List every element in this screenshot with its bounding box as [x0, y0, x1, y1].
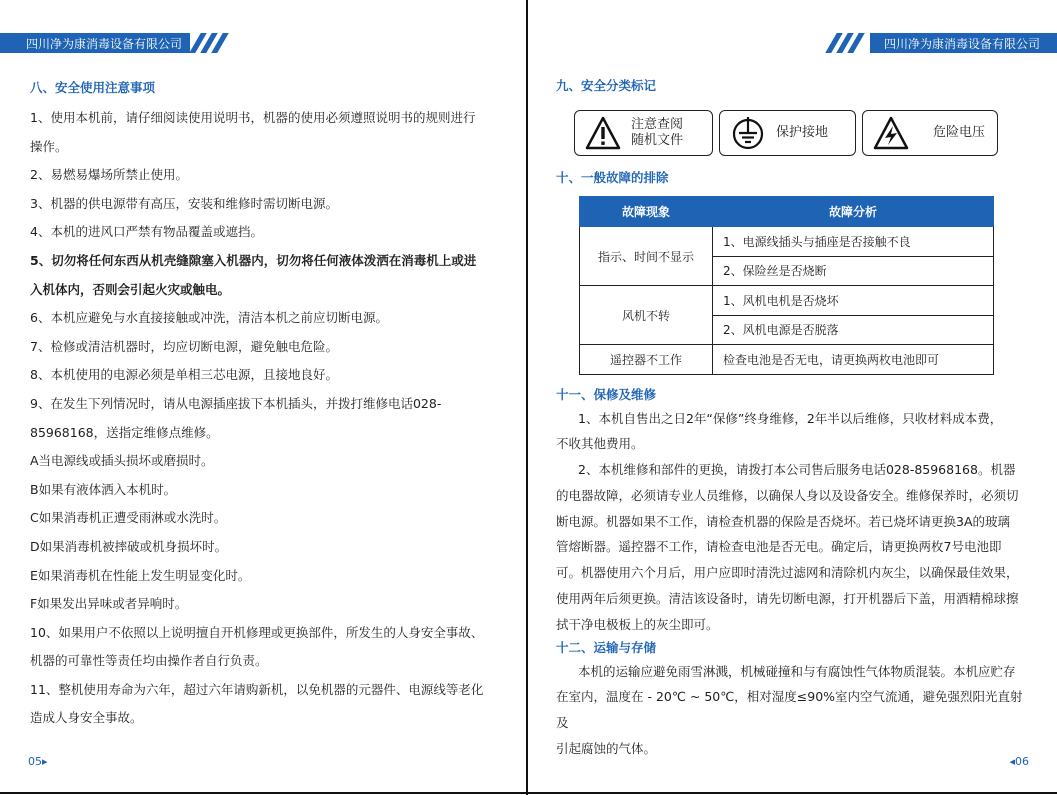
page-number-right: ◂06 — [1009, 755, 1029, 768]
fault-table — [579, 196, 994, 375]
paragraph-line: 7、检修或清洁机器时，均应切断电源，避免触电危险。 — [30, 338, 338, 354]
table-row — [580, 286, 994, 316]
symbol-label-line1: 注意查阅 — [631, 117, 684, 132]
symbol-card-ground — [719, 110, 856, 156]
paragraph-line: D如果消毒机被摔破或机身损坏时。 — [30, 538, 228, 554]
table-cell-symptom: 指示、时间不显示 — [580, 227, 713, 286]
page-number-left: 05▸ — [28, 755, 48, 768]
ground-icon — [730, 116, 766, 150]
symbol-label: 保护接地 — [776, 125, 829, 140]
warning-triangle-icon — [585, 116, 621, 150]
paragraph-line: 3、机器的供电源带有高压，安装和维修时需切断电源。 — [30, 195, 338, 211]
table-cell-symptom: 风机不转 — [580, 286, 713, 345]
table-header-analysis: 故障分析 — [713, 197, 994, 227]
paragraph-line: 4、本机的进风口严禁有物品覆盖或遮挡。 — [30, 224, 263, 240]
paragraph-line: 在室内，温度在 - 20℃ ~ 50℃，相对湿度≤90%室内空气流通，避免强烈阳光直射及 — [556, 689, 1023, 731]
table-cell-cause: 1、风机电机是否烧坏 — [713, 286, 994, 316]
paragraph-line: 6、本机应避免与水直接接触或冲洗，清洁本机之前应切断电源。 — [30, 310, 388, 326]
paragraph-line: 可。机器使用六个月后，用户应即时清洗过滤网和清除机内灰尘，以确保最佳效果， — [556, 565, 1019, 581]
paragraph-line-bold: 入机体内，否则会引起火灾或触电。 — [30, 281, 231, 297]
section-title-10: 十、一般故障的排除 — [556, 170, 669, 185]
table-cell-cause: 2、保险丝是否烧断 — [713, 256, 994, 286]
paragraph-line: B如果有液体洒入本机时。 — [30, 481, 177, 497]
high-voltage-icon — [873, 116, 909, 150]
paragraph-line: 断电源。机器如果不工作，请检查机器的保险是否烧坏。若已烧坏请更换3A的玻璃 — [556, 513, 1011, 529]
section-title-8: 八、安全使用注意事项 — [30, 80, 156, 95]
paragraph-line: 管熔断器。遥控器不工作，请检查电池是否无电。确定后，请更换两枚7号电池即 — [556, 539, 1002, 555]
paragraph-line: 拭干净电极板上的灰尘即可。 — [556, 616, 719, 632]
paragraph-line: 8、本机使用的电源必须是单相三芯电源，且接地良好。 — [30, 367, 338, 383]
paragraph-line: 操作。 — [30, 138, 68, 154]
table-cell-cause: 检查电池是否无电，请更换两枚电池即可 — [713, 345, 994, 375]
paragraph-line: 机器的可靠性等责任均由操作者自行负责。 — [30, 653, 268, 669]
right-page — [528, 0, 1057, 795]
section-12-body — [556, 659, 1028, 762]
right-header-banner — [831, 33, 1057, 53]
table-row — [580, 345, 994, 375]
table-header-row — [580, 197, 994, 227]
table-row — [580, 227, 994, 257]
left-content — [30, 78, 500, 733]
paragraph-line: 使用两年后须更换。清洁该设备时，请先切断电源，打开机器后下盖，用酒精棉球擦 — [556, 591, 1019, 607]
table-header-symptom: 故障现象 — [580, 197, 713, 227]
table-cell-symptom: 遥控器不工作 — [580, 345, 713, 375]
paragraph-line: C如果消毒机正遭受雨淋或水洗时。 — [30, 510, 227, 526]
paragraph-line: 本机的运输应避免雨雪淋溅，机械碰撞和与有腐蚀性气体物质混装。本机应贮存 — [578, 663, 1016, 679]
section-title-12: 十二、运输与存储 — [556, 639, 657, 655]
table-cell-cause: 1、电源线插头与插座是否接触不良 — [713, 227, 994, 257]
paragraph-line: 2、易燃易爆场所禁止使用。 — [30, 167, 188, 183]
symbol-label-line2: 随机文件 — [631, 133, 684, 148]
paragraph-line: 1、本机自售出之日2年“保修”终身维修，2年半以后维修，只收材料成本费， — [578, 410, 1003, 426]
bottom-border — [0, 792, 1057, 794]
symbol-card-high-voltage — [862, 110, 998, 156]
safety-symbols-row — [574, 110, 1028, 156]
right-header-stripes — [831, 33, 864, 53]
paragraph-line: 1、使用本机前，请仔细阅读使用说明书，机器的使用必须遵照说明书的规则进行 — [30, 110, 476, 125]
left-header-company: 四川净为康消毒设备有限公司 — [0, 33, 190, 53]
section-title-9: 九、安全分类标记 — [556, 78, 657, 93]
paragraph-line: 10、如果用户不依照以上说明擅自开机修理或更换部件，所发生的人身安全事故、 — [30, 624, 484, 640]
paragraph-line: 85968168，送指定维修点维修。 — [30, 424, 219, 440]
symbol-card-refer-docs — [574, 110, 713, 156]
symbol-label: 危险电压 — [933, 125, 986, 140]
paragraph-line: 不收其他费用。 — [556, 436, 644, 452]
left-header-banner — [0, 33, 223, 53]
paragraph-line: 造成人身安全事故。 — [30, 710, 143, 726]
paragraph-line-bold: 5、切勿将任何东西从机壳缝隙塞入机器内，切勿将任何液体泼洒在消毒机上或进 — [30, 252, 477, 268]
paragraph-line: 11、整机使用寿命为六年，超过六年请购新机，以免机器的元器件、电源线等老化 — [30, 681, 484, 697]
paragraph-line: 引起腐蚀的气体。 — [556, 741, 657, 757]
section-11-body — [556, 406, 1028, 638]
paragraph-line: E如果消毒机在性能上发生明显变化时。 — [30, 567, 251, 583]
table-cell-cause: 2、风机电源是否脱落 — [713, 315, 994, 345]
paragraph-line: F如果发出异味或者异响时。 — [30, 596, 188, 612]
paragraph-line: 的电器故障，必须请专业人员维修，以确保人身以及设备安全。维修保养时，必须切 — [556, 487, 1019, 503]
symbol-label — [631, 117, 683, 149]
right-content — [556, 76, 1028, 762]
right-header-company: 四川净为康消毒设备有限公司 — [870, 33, 1057, 53]
paragraph-line: A当电源线或插头损坏或磨损时。 — [30, 453, 214, 469]
left-header-stripes — [190, 33, 223, 53]
paragraph-line: 9、在发生下列情况时，请从电源插座拔下本机插头，并拨打维修电话028- — [30, 395, 442, 411]
section-title-11: 十一、保修及维修 — [556, 386, 657, 402]
left-page — [0, 0, 528, 795]
paragraph-line: 2、本机维修和部件的更换，请拨打本公司售后服务电话028-85968168。机器 — [578, 462, 1016, 478]
